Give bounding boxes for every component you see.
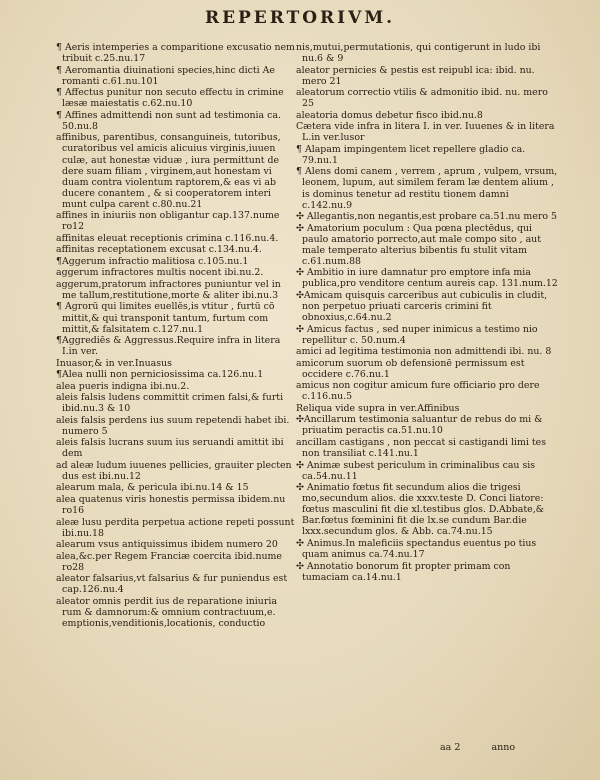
signature-mark: aa 2: [440, 742, 461, 753]
index-entry: ¶ Alens domi canem , verrem , aprum , vulpem, vrsum, leonem, lupum, aut similem feram læ dentem alium , is dominus tenetur ad restitu tionem damni c.142.nu.9: [296, 166, 558, 211]
index-entry: ✣ Allegantis,non negantis,est probare ca.51.nu mero 5: [296, 211, 557, 223]
index-entry: ¶Aggerum infractio malitiosa c.105.nu.1: [56, 255, 249, 267]
index-entry: ¶ Aeromantia diuinationi species,hinc dicti Ae romanti c.61.nu.101: [56, 64, 275, 87]
index-entry: ✣ Amatorium poculum : Qua pœna plectēdus, qui paulo amatorio porrecto,aut male compo sito , aut male temperato alterius bibentis fu stulit vitam c.61.num.88: [296, 222, 541, 267]
catchword: anno: [491, 742, 516, 753]
page-footer: [440, 742, 543, 753]
index-entry: ¶ Affectus punitur non secuto effectu in crimine læsæ maiestatis c.62.nu.10: [56, 87, 284, 110]
index-entry: aggerum,pratorum infractores puniuntur vel in me tallum,restitutione,morte & aliter ibi.nu.3: [56, 278, 281, 301]
left-column: [56, 42, 296, 629]
index-entry: aleator pernicies & pestis est reipubl ica: ibid. nu. mero 21: [296, 64, 535, 87]
index-entry: aleis falsis perdens ius suum repetendi habet ibi. numero 5: [56, 414, 290, 437]
index-entry: aleatorum correctio vtilis & admonitio ibid. nu. mero 25: [296, 87, 548, 110]
index-entry: ¶Aggrediēs & Aggressus.Require infra in litera I.in ver.: [56, 335, 281, 358]
index-entry: alea,&c.per Regem Franciæ coercita ibid.nume ro28: [56, 550, 282, 573]
index-entry: aleator omnis perdit ius de reparatione iniuria rum & damnorum:& omnium contractuum,e. emptionis,venditionis,locationis, conductio: [56, 595, 277, 629]
index-entry: aleis falsis lucrans suum ius seruandi amittit ibi dem: [56, 437, 284, 460]
index-entry: aleator falsarius,vt falsarius & fur puniendus est cap.126.nu.4: [56, 573, 288, 596]
index-entry: ✣Ancillarum testimonia saluantur de rebus do mi & priuatim peractis ca.51.nu.10: [296, 414, 543, 437]
index-entry: nis,mutui,permutationis, qui contigerunt in ludo ibi nu.6 & 9: [296, 42, 541, 65]
index-entry: affines in iniuriis non obligantur cap.137.nume ro12: [56, 210, 280, 233]
index-entry: ¶ Aeris intemperies a comparitione excusatio nem tribuit c.25.nu.17: [56, 42, 295, 65]
page-title: REPERTORIVM.: [204, 8, 396, 28]
index-entry: ✣ Animæ subest periculum in criminalibus cau sis ca.54.nu.11: [296, 459, 536, 482]
index-entry: aleis falsis ludens committit crimen falsi,& furti ibid.nu.3 & 10: [56, 392, 284, 415]
index-entry: Reliqua vide supra in ver.Affinibus: [296, 402, 460, 414]
index-entry: ✣ Amicus factus , sed nuper inimicus a testimo nio repellitur c. 50.num.4: [296, 323, 538, 346]
index-entry: alearum vsus antiquissimus ibidem numero 20: [56, 539, 278, 551]
index-entry: affinibus, parentibus, consanguineis, tutoribus, curatoribus vel amicis alicuius virginis,iuuen culæ, aut honestæ viduæ , iura permittunt de dere suam filiam , virginem,aut honestam vi duam contra violentum raptorem,& eas vi ab ducere conantem , & si cooperatorem interi munt culpa carent c.80.nu.21: [56, 132, 281, 210]
index-entry: ✣Amicam quisquis carceribus aut cubiculis in cludit, non perpetuo priuati carceris crimini fit obnoxius,c.64.nu.2: [296, 289, 548, 324]
index-entry: affinitas receptationem excusat c.134.nu.4.: [56, 244, 262, 256]
index-entry: amicorum suorum ob defensionē permissum est occidere c.76.nu.1: [296, 357, 525, 380]
index-entry: ancillam castigans , non peccat si castigandi limi tes non transiliat c.141.nu.1: [296, 436, 547, 460]
index-entry: alea quatenus viris honestis permissa ibidem.nu ro16: [56, 493, 286, 517]
index-entry: ✣ Ambitio in iure damnatur pro emptore infa mia publica,pro venditore centum aureis cap. 131.num.12: [296, 267, 558, 290]
index-entry: ad aleæ ludum iuuenes pellicies, grauiter plecten dus est ibi.nu.12: [56, 459, 292, 482]
index-entry: amici ad legitima testimonia non admittendi ibi. nu. 8: [296, 346, 552, 358]
index-entry: ¶ Affines admittendi non sunt ad testimonia ca. 50.nu.8: [56, 109, 281, 132]
index-entry: affinitas eleuat receptionis crimina c.116.nu.4.: [56, 232, 279, 244]
index-entry: Inuasor,& in ver.Inuasus: [56, 357, 172, 369]
right-column: [296, 42, 558, 583]
index-entry: ¶Alea nulli non perniciosissima ca.126.nu.1: [56, 369, 264, 381]
index-entry: ¶ Agrorū qui limites euellēs,is vtitur , furtū cō mittit,& qui transponit tantum, furtum com mittit,& falsitatem c.127.nu.1: [56, 301, 275, 335]
index-entry: ✣ Annotatio bonorum fit propter primam con tumaciam ca.14.nu.1: [296, 560, 511, 583]
index-entry: aleæ lusu perdita perpetua actione repeti possunt ibi.nu.18: [56, 516, 295, 539]
index-entry: Cætera vide infra in litera I. in ver. Iuuenes & in litera L.in ver.lusor: [296, 121, 555, 144]
index-entry: aggerum infractores multis nocent ibi.nu.2.: [56, 267, 264, 279]
index-entry: amicus non cogitur amicum fure officiario pro dere c.116.nu.5: [296, 380, 540, 403]
index-entry: ¶ Alapam impingentem licet repellere gladio ca. 79.nu.1: [296, 143, 526, 166]
index-entry: aleatoria domus debetur fisco ibid.nu.8: [296, 109, 483, 121]
index-entry: ✣ Animus.In maleficiis spectandus euentus po tius quam animus ca.74.nu.17: [296, 537, 537, 561]
index-entry: alearum mala, & pericula ibi.nu.14 & 15: [56, 482, 249, 494]
index-entry: alea pueris indigna ibi.nu.2.: [56, 380, 190, 392]
index-entry: ✣ Animatio fœtus fit secundum alios die trigesi mo,secundum alios. die xxxv.teste D. Conci liatore: fœtus masculini fit die xl.testibus glos. D.Abbate,& Bar.fœtus fœminini fit die lx.se cundum Bar.die lxxx.secundum glos. & Abb. ca.74.nu.15: [296, 482, 545, 538]
